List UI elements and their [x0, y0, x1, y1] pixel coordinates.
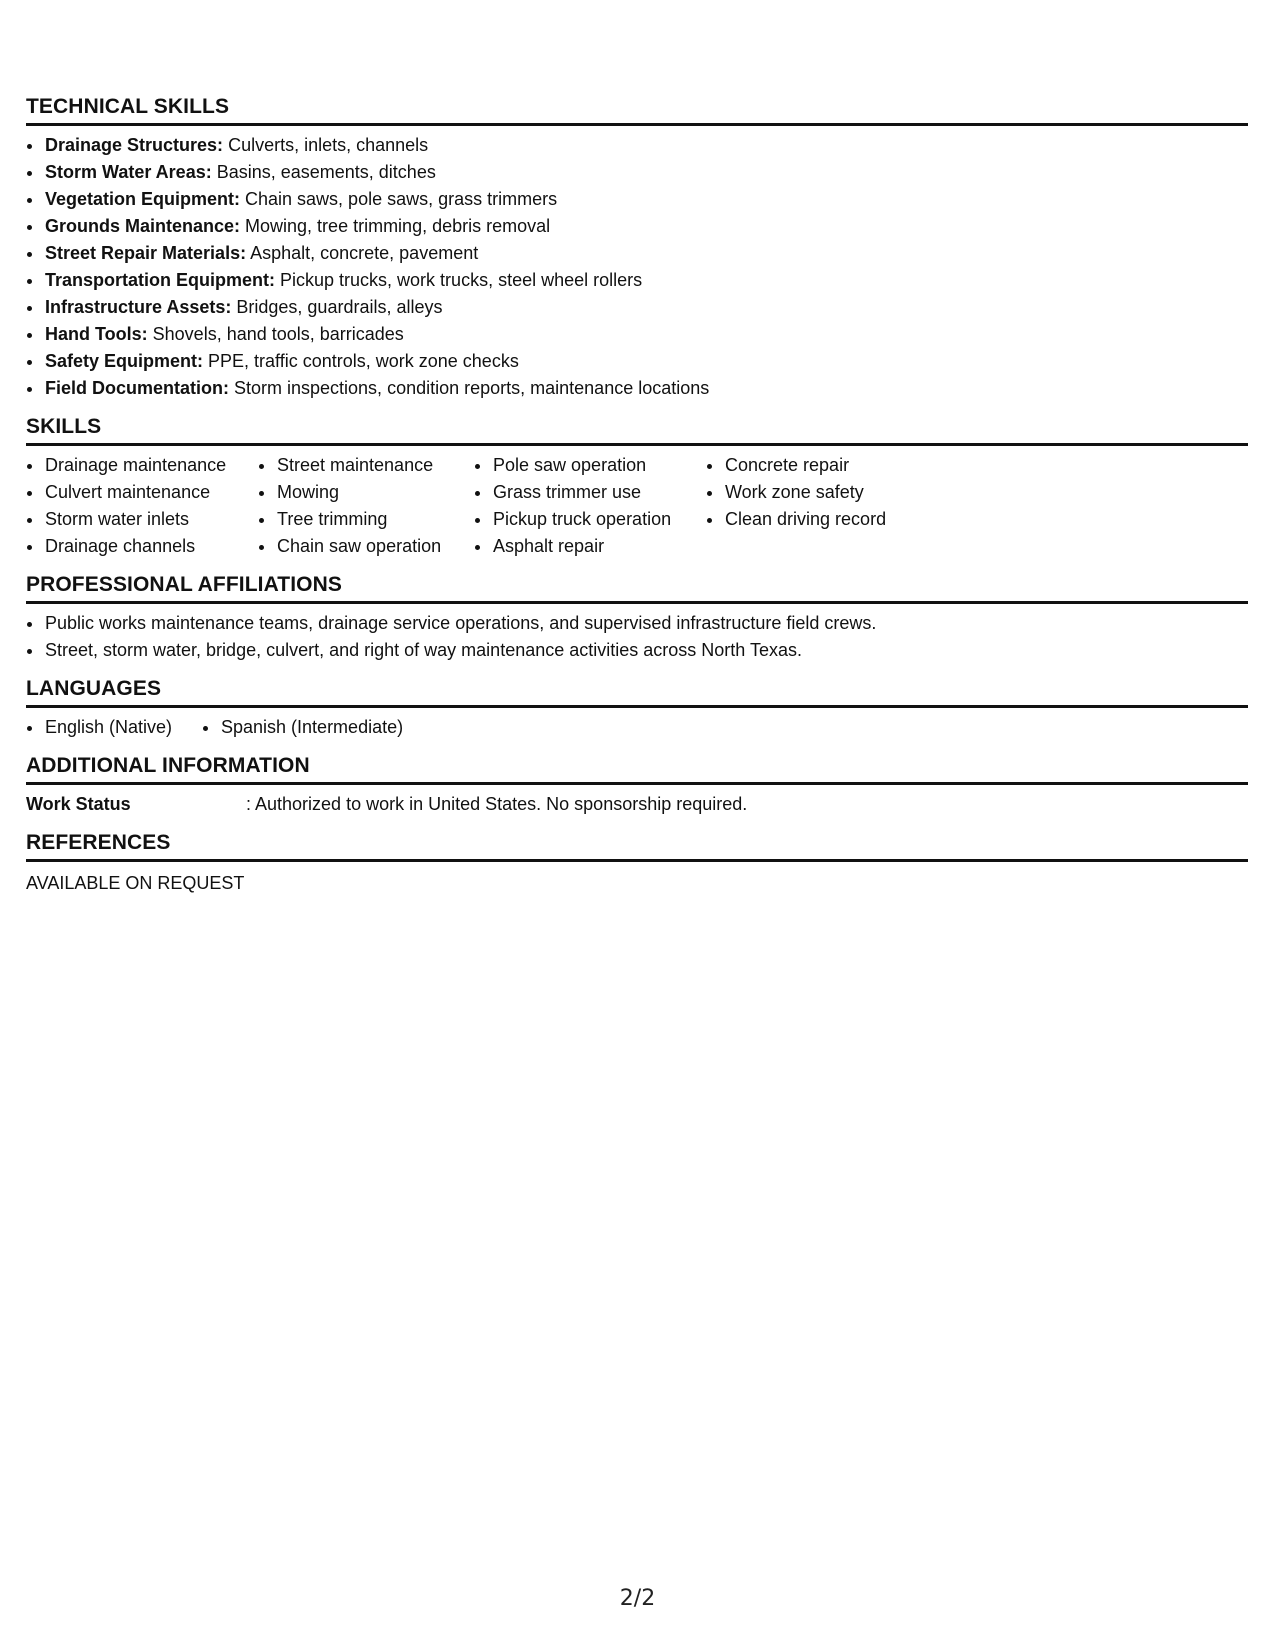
list-item [44, 132, 1248, 159]
list-item [44, 321, 1248, 348]
item-label: Safety Equipment: [45, 351, 204, 371]
item-text: Pickup trucks, work trucks, steel wheel rollers [275, 270, 643, 290]
list-item: • Drainage maintenance [44, 452, 258, 479]
list-item: • Clean driving record [724, 506, 984, 533]
section-title-affiliations: PROFESSIONAL AFFILIATIONS [26, 571, 1248, 604]
list-item: • Street maintenance [276, 452, 474, 479]
item-label: Street Repair Materials: [45, 243, 247, 263]
list-item [44, 240, 1248, 267]
technical-skills-section [26, 93, 1248, 402]
list-item: • Work zone safety [724, 479, 984, 506]
item-label: Hand Tools: [45, 324, 148, 344]
list-item: • Mowing [276, 479, 474, 506]
additional-info-section [26, 752, 1248, 818]
skills-column-4 [706, 452, 984, 560]
languages-list [26, 714, 1248, 741]
list-item: • Pickup truck operation [492, 506, 706, 533]
technical-skills-list [26, 132, 1248, 402]
list-item: • Pole saw operation [492, 452, 706, 479]
list-item [44, 348, 1248, 375]
skills-column-3 [474, 452, 706, 560]
list-item: • Chain saw operation [276, 533, 474, 560]
item-text: Storm inspections, condition reports, maintenance locations [229, 378, 710, 398]
list-item: • Street, storm water, bridge, culvert, and right of way maintenance activities across North Texas. [44, 637, 1248, 664]
work-status-row [26, 791, 1248, 818]
item-label: Transportation Equipment: [45, 270, 276, 290]
list-item: • English (Native) [44, 714, 202, 741]
item-text: Bridges, guardrails, alleys [231, 297, 443, 317]
languages-column-2 [202, 714, 480, 741]
affiliations-section [26, 571, 1248, 664]
item-label: Field Documentation: [45, 378, 229, 398]
skills-section [26, 413, 1248, 560]
work-status-label: Work Status [26, 794, 131, 814]
section-title-skills: SKILLS [26, 413, 1248, 446]
item-text: Culverts, inlets, channels [223, 135, 429, 155]
resume-page [26, 93, 1248, 897]
list-item: • Culvert maintenance [44, 479, 258, 506]
list-item [44, 375, 1248, 402]
list-item [44, 186, 1248, 213]
item-text: PPE, traffic controls, work zone checks [203, 351, 519, 371]
section-title-references: REFERENCES [26, 829, 1248, 862]
list-item [44, 159, 1248, 186]
item-text: Asphalt, concrete, pavement [246, 243, 479, 263]
list-item: • Public works maintenance teams, drainage service operations, and supervised infrastructure field crews. [44, 610, 1248, 637]
references-section [26, 829, 1248, 897]
affiliations-list [26, 610, 1248, 664]
item-label: Infrastructure Assets: [45, 297, 232, 317]
item-text: Shovels, hand tools, barricades [147, 324, 404, 344]
skills-column-1 [26, 452, 258, 560]
item-text: Basins, easements, ditches [211, 162, 436, 182]
item-label: Grounds Maintenance: [45, 216, 241, 236]
skills-column-2 [258, 452, 474, 560]
list-item: • Grass trimmer use [492, 479, 706, 506]
list-item: • Drainage channels [44, 533, 258, 560]
list-item: • Storm water inlets [44, 506, 258, 533]
item-label: Drainage Structures: [45, 135, 224, 155]
languages-column-1 [26, 714, 202, 741]
list-item: • Spanish (Intermediate) [220, 714, 480, 741]
list-item: • Concrete repair [724, 452, 984, 479]
section-title-languages: LANGUAGES [26, 675, 1248, 708]
list-item [44, 294, 1248, 321]
item-label: Vegetation Equipment: [45, 189, 241, 209]
list-item: • Asphalt repair [492, 533, 706, 560]
section-title-technical-skills: TECHNICAL SKILLS [26, 93, 1248, 126]
list-item [44, 213, 1248, 240]
work-status-value: : Authorized to work in United States. No sponsorship required. [246, 794, 748, 814]
item-text: Chain saws, pole saws, grass trimmers [240, 189, 558, 209]
page-number: 2/2 [619, 1586, 656, 1611]
skills-grid [26, 452, 1248, 560]
list-item [44, 267, 1248, 294]
item-text: Mowing, tree trimming, debris removal [240, 216, 551, 236]
item-label: Storm Water Areas: [45, 162, 212, 182]
section-title-additional-info: ADDITIONAL INFORMATION [26, 752, 1248, 785]
references-text: AVAILABLE ON REQUEST [26, 873, 245, 893]
list-item: • Tree trimming [276, 506, 474, 533]
languages-section [26, 675, 1248, 741]
